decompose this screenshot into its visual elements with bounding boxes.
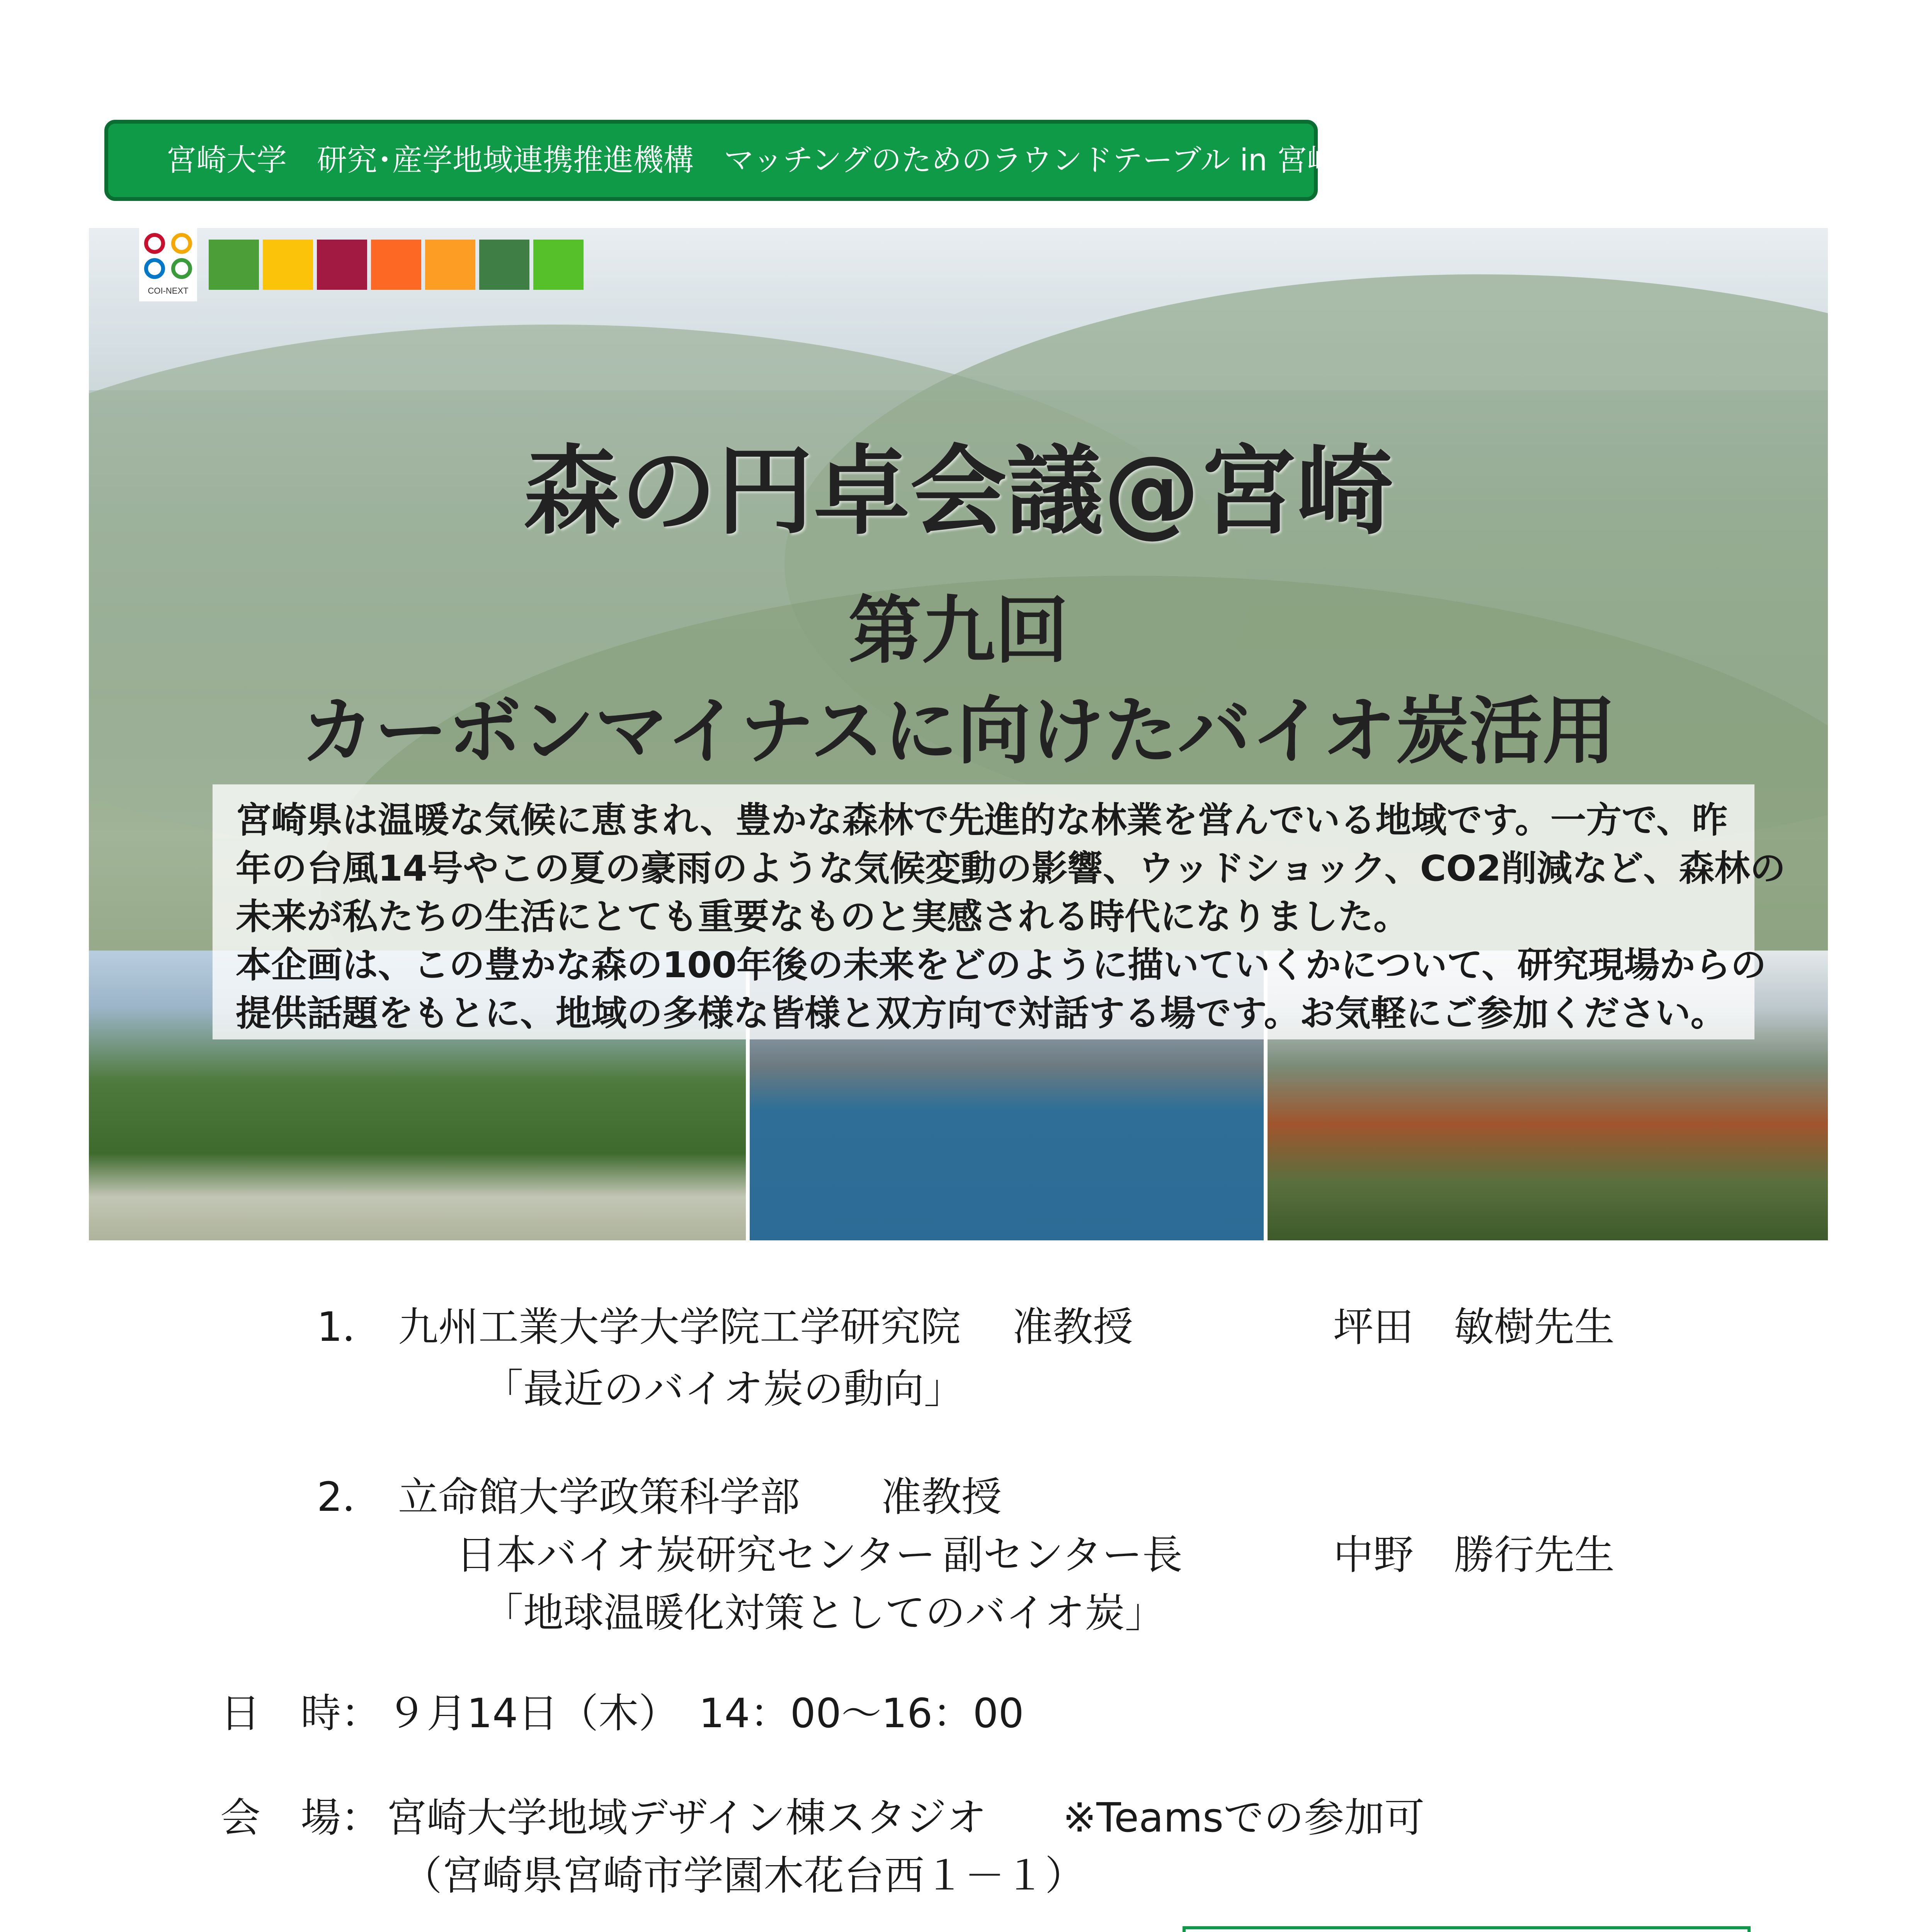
venue-online-note: ※Teamsでの参加可 xyxy=(1063,1794,1425,1841)
sdg-13-icon xyxy=(479,240,529,290)
intro-line: 提供話題をもとに、地域の多様な皆様と双方向で対話する場です。お気軽にご参加ください。 xyxy=(236,993,1726,1034)
intro-line: 本企画は、この豊かな森の100年後の未来をどのように描いていくかについて、研究現場からの xyxy=(236,944,1766,986)
sdg-15-icon xyxy=(533,240,584,290)
venue-address: （宮崎県宮崎市学園木花台西１－１） xyxy=(402,1852,1086,1899)
speaker-2-position: 准教授 xyxy=(881,1473,1002,1520)
speaker-2-number: 2． xyxy=(317,1473,383,1520)
event-series-banner: 宮崎大学 研究･産学地域連携推進機構 マッチングのためのラウンドテーブル in 宮崎 xyxy=(104,120,1318,201)
intro-line: 宮崎県は温暖な気候に恵まれ、豊かな森林で先進的な林業を営んでいる地域です。一方で、昨 xyxy=(236,799,1728,841)
speaker-1-number: 1． xyxy=(317,1303,383,1350)
sdg-11-icon xyxy=(425,240,475,290)
coi-next-logo xyxy=(139,228,197,301)
date-label: 日 時： xyxy=(220,1690,381,1737)
event-title: 森の円卓会議@宮崎 xyxy=(524,435,1393,548)
speaker-1-position: 准教授 xyxy=(1012,1303,1133,1350)
speaker-1-topic: 「最近のバイオ炭の動向」 xyxy=(483,1365,964,1412)
hero-photo xyxy=(89,228,1828,1240)
date-value: ９月14日（木） 14：00～16：00 xyxy=(386,1690,1024,1737)
intro-line: 年の台風14号やこの夏の豪雨のような気候変動の影響、ウッドショック、CO2削減など、森林の xyxy=(236,848,1786,889)
speaker-2-position2: 副センター長 xyxy=(943,1531,1183,1578)
event-session-number: 第九回 xyxy=(848,588,1069,673)
intro-line: 未来が私たちの生活にとても重要なものと実感される時代になりました。 xyxy=(236,896,1409,937)
event-theme: カーボンマイナスに向けたバイオ炭活用 xyxy=(301,689,1616,774)
venue-label: 会 場： xyxy=(220,1794,381,1841)
sdg-3-icon xyxy=(209,240,259,290)
speaker-1-name: 坪田 敏樹先生 xyxy=(1333,1303,1615,1350)
sdg-7-icon xyxy=(263,240,313,290)
speaker-1-affiliation: 九州工業大学大学院工学研究院 xyxy=(398,1303,961,1350)
speaker-2-affiliation: 立命館大学政策科学部 xyxy=(398,1473,800,1520)
venue-value: 宮崎大学地域デザイン棟スタジオ xyxy=(386,1794,987,1841)
sdg-9-icon xyxy=(371,240,421,290)
svg-text:COI-NEXT: COI-NEXT xyxy=(148,286,189,296)
speaker-2-affiliation2: 日本バイオ炭研究センター xyxy=(456,1531,936,1578)
capacity-box xyxy=(1183,1926,1751,1932)
intro-text-box xyxy=(213,784,1786,1039)
sdg-8-icon xyxy=(317,240,367,290)
speaker-2-topic: 「地球温暖化対策としてのバイオ炭」 xyxy=(483,1589,1165,1636)
speaker-2-name: 中野 勝行先生 xyxy=(1333,1531,1615,1578)
